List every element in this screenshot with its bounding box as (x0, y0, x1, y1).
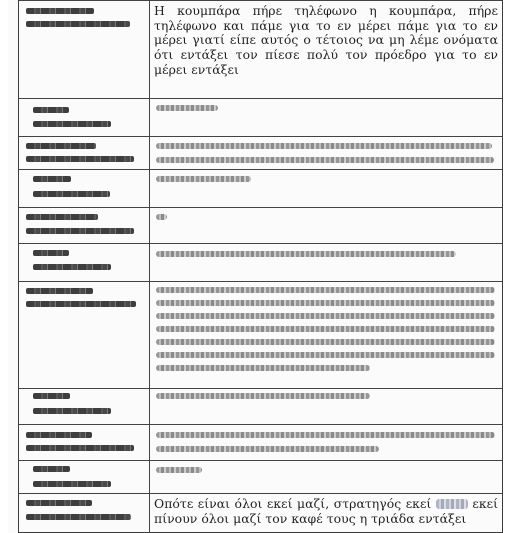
blurred-speech-text (156, 287, 495, 293)
blurred-speech-text (156, 339, 495, 345)
redacted-speaker-name (26, 21, 130, 27)
speech-cell (150, 425, 502, 460)
table-row (19, 281, 502, 388)
speaker-cell (19, 494, 150, 533)
blurred-speech-text (156, 446, 379, 452)
speaker-cell (19, 99, 150, 136)
speech-text: Η κουμπάρα πήρε τηλέφωνο η κουμπάρα, πήρε τηλέφωνο και πάμε για το εν μέρει πάμε για το εν μέρει γιατί είπε αυτός ο τέτοιος να μη λέμε ονόματα ότι εντάξει τον πίεσε πολύ τον πρόεδρο για το εν μέρει εντάξει (154, 3, 498, 77)
blurred-speech-text (156, 176, 251, 182)
document-page (8, 0, 502, 533)
blurred-speech-text (156, 251, 456, 257)
speech-cell (150, 99, 502, 136)
speech-cell (150, 208, 502, 243)
speaker-cell (19, 461, 150, 493)
blurred-speech-text (156, 157, 494, 163)
redacted-speaker-name (26, 143, 96, 149)
blurred-speech-text (156, 300, 495, 306)
redacted-speaker-name (33, 264, 111, 270)
speech-cell (150, 244, 502, 281)
redacted-speaker-name (33, 408, 111, 414)
table-row (19, 136, 502, 169)
redacted-speaker-name (26, 288, 93, 294)
redacted-speaker-name (33, 121, 111, 127)
redacted-speaker-name (33, 250, 69, 256)
speaker-cell (19, 389, 150, 424)
blurred-speech-text (156, 352, 495, 358)
redacted-speaker-name (26, 500, 92, 506)
speech-cell (150, 461, 502, 493)
redacted-speaker-name (33, 176, 71, 182)
redacted-speaker-name (26, 228, 134, 234)
table-row (19, 388, 502, 424)
blurred-speech-text (156, 365, 370, 371)
blurred-speech-text (156, 467, 202, 473)
blurred-speech-text (156, 214, 167, 220)
speech-cell (150, 282, 502, 388)
speaker-cell (19, 244, 150, 281)
speech-cell (150, 494, 502, 533)
redacted-speaker-name (33, 107, 69, 113)
blurred-speech-text (156, 105, 218, 111)
redacted-speaker-name (33, 466, 70, 472)
speech-text-part: εκεί πίνουν όλοι μαζί τον καφέ τους η τριάδα εντάξει (154, 496, 498, 526)
redacted-speaker-name (33, 481, 111, 487)
redacted-speaker-name (26, 301, 136, 307)
table-row (19, 424, 502, 460)
speaker-cell (19, 137, 150, 169)
redacted-speaker-name (33, 191, 110, 197)
table-row (19, 0, 502, 98)
redacted-speaker-name (26, 445, 134, 451)
table-row (19, 460, 502, 493)
redacted-speaker-name (26, 8, 94, 14)
table-row (19, 493, 502, 533)
blurred-speech-text (156, 326, 495, 332)
redacted-speaker-name (26, 432, 92, 438)
speaker-cell (19, 170, 150, 207)
redacted-name (436, 499, 468, 509)
blurred-speech-text (156, 432, 495, 438)
blurred-speech-text (156, 143, 492, 149)
redacted-speaker-name (26, 214, 98, 220)
table-row (19, 98, 502, 136)
speech-cell (150, 170, 502, 207)
redacted-speaker-name (26, 514, 131, 520)
transcript-table (18, 0, 503, 533)
redacted-speaker-name (26, 156, 134, 162)
table-row (19, 207, 502, 243)
blurred-speech-text (156, 393, 370, 399)
speech-text (154, 497, 498, 526)
speech-cell (150, 389, 502, 424)
blurred-speech-text (156, 313, 495, 319)
speech-text-part: Οπότε είναι όλοι εκεί μαζί, στρατηγός εκεί (154, 496, 432, 511)
table-row (19, 169, 502, 207)
speech-cell (150, 137, 502, 169)
speaker-cell (19, 282, 150, 388)
redacted-speaker-name (33, 393, 70, 399)
speaker-cell (19, 208, 150, 243)
speech-cell (150, 1, 502, 98)
table-row (19, 243, 502, 281)
speaker-cell (19, 425, 150, 460)
speaker-cell (19, 1, 150, 98)
